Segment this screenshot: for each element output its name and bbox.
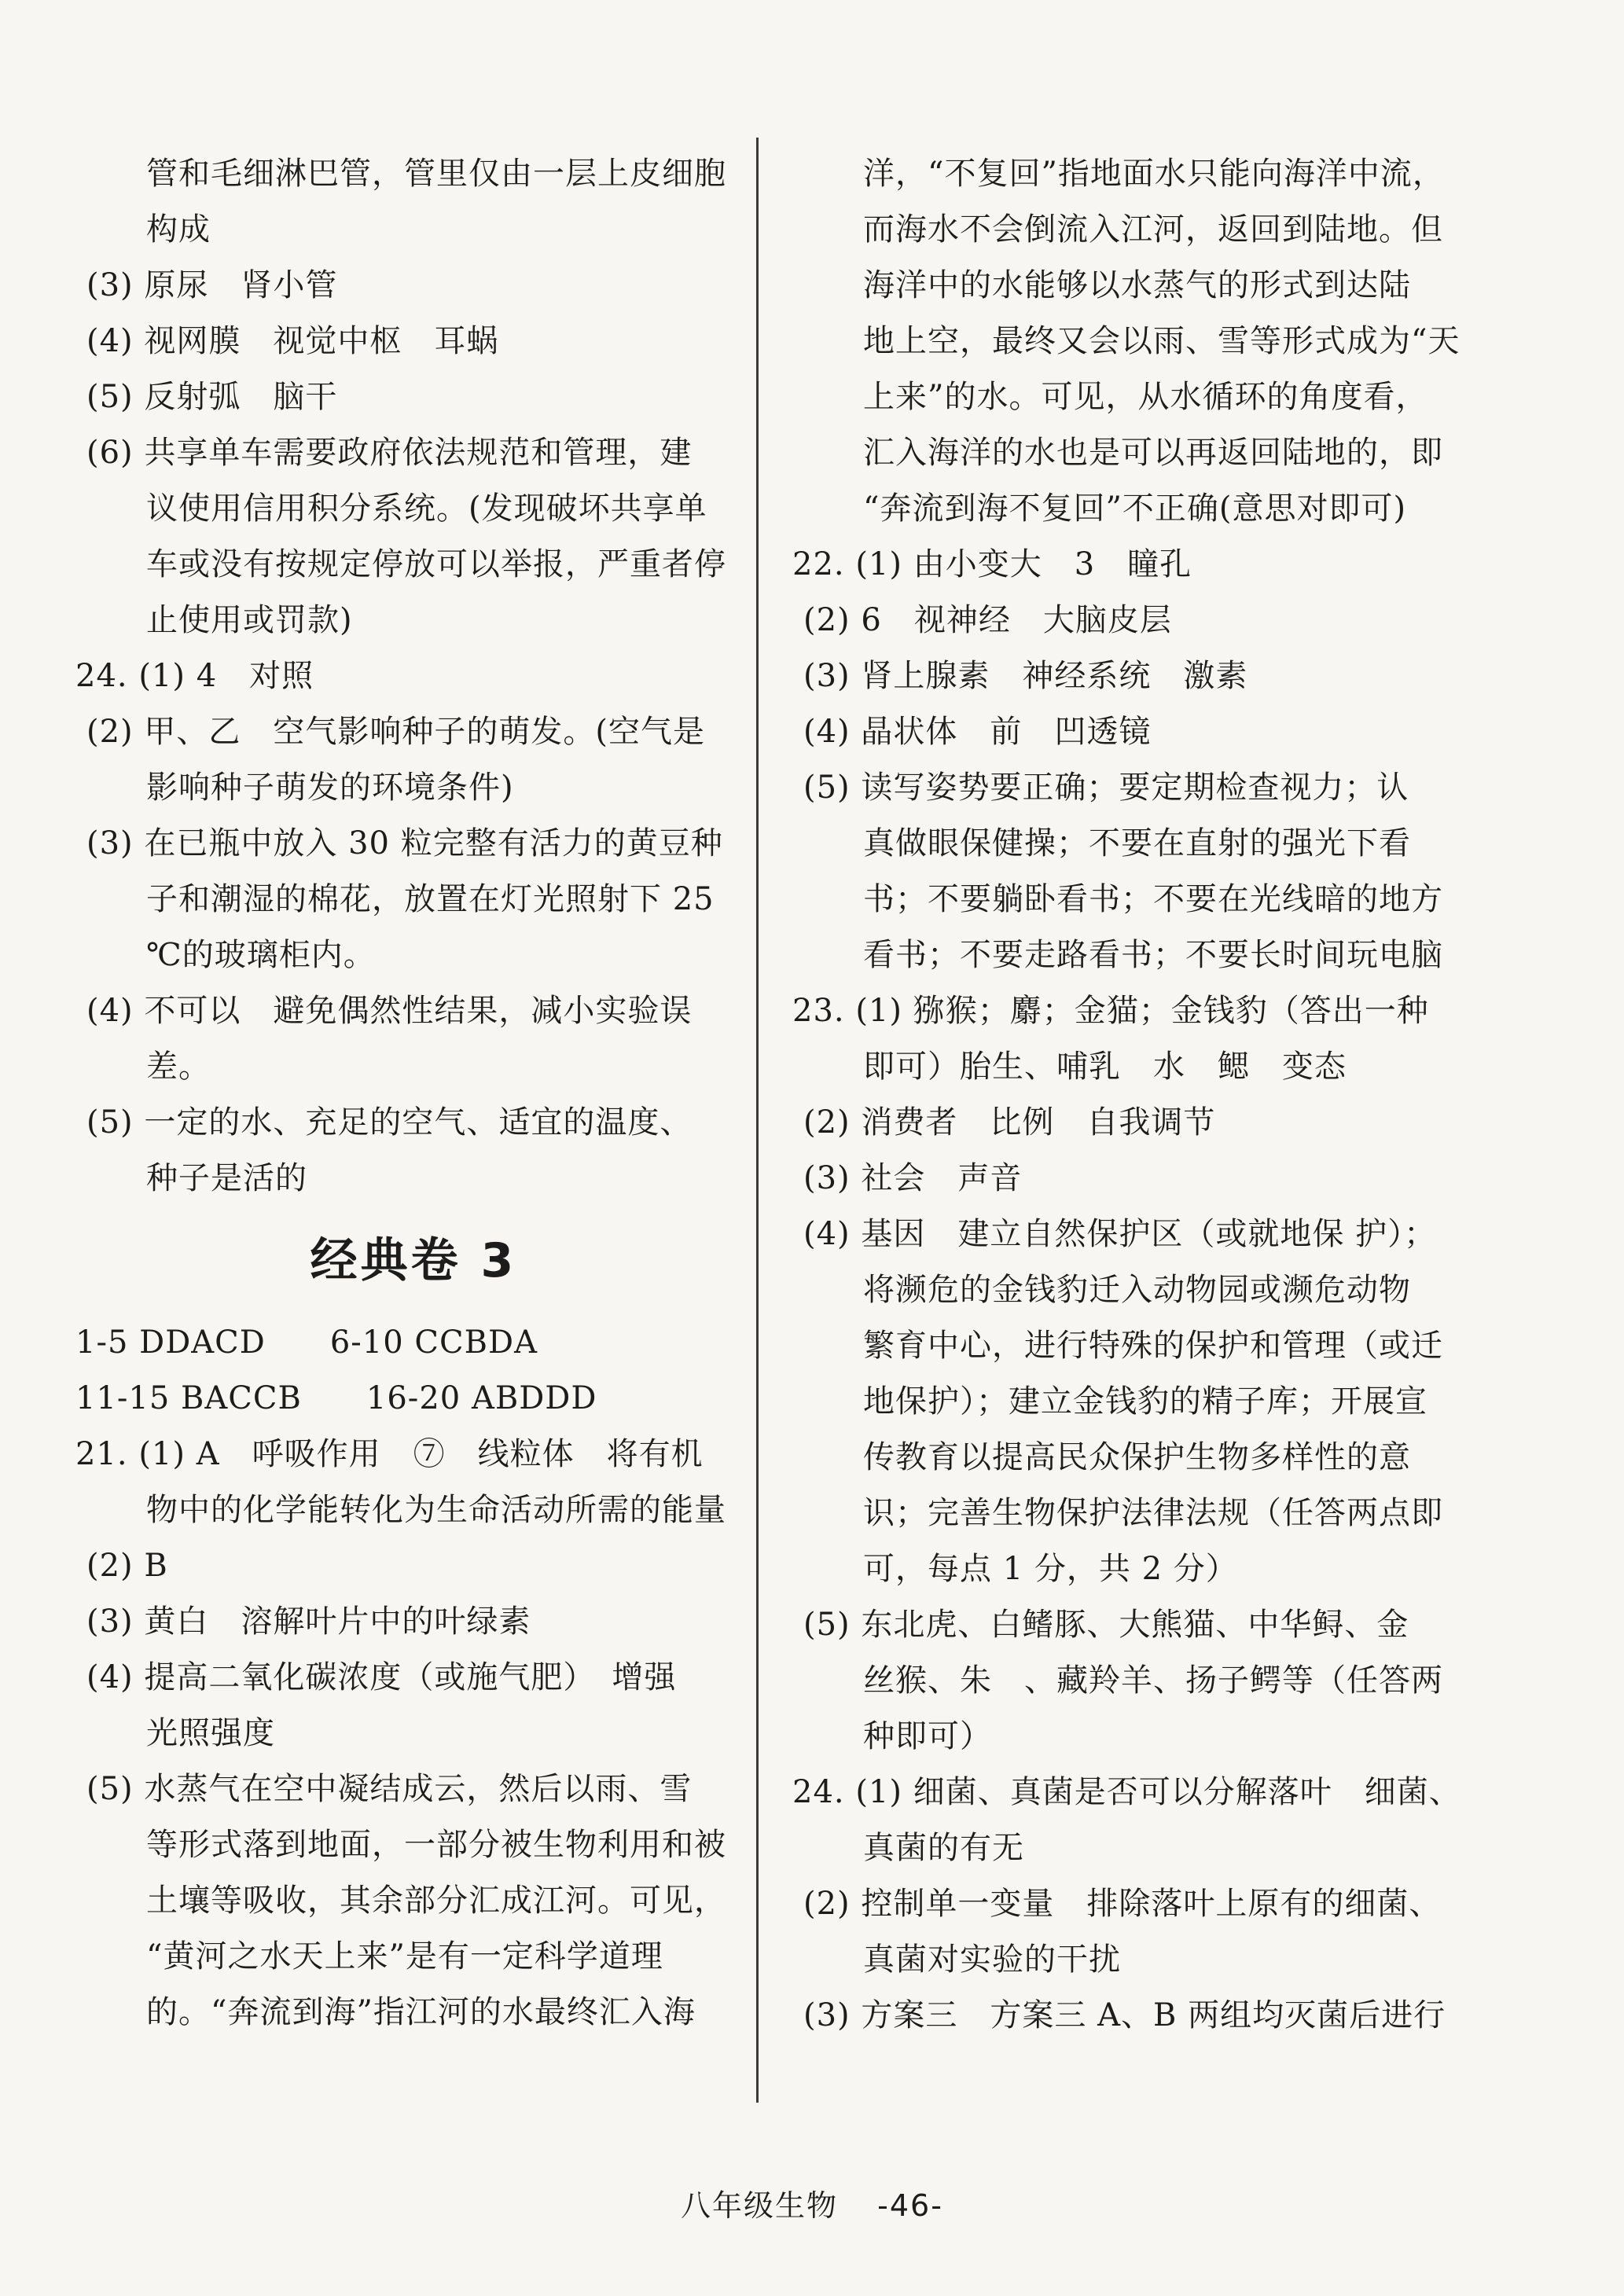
answer-line: 土壤等吸收，其余部分汇成江河。可见， bbox=[146, 1883, 726, 1919]
answer-line: 议使用信用积分系统。(发现破坏共享单 bbox=[146, 490, 707, 527]
answer-line: 繁育中心，进行特殊的保护和管理（或迁 bbox=[863, 1328, 1443, 1364]
answer-line: (4) 晶状体 前 凹透镜 bbox=[803, 714, 1152, 750]
answer-line: 种子是活的 bbox=[146, 1160, 307, 1196]
answer-line: 识；完善生物保护法律法规（任答两点即 bbox=[863, 1495, 1443, 1531]
answer-line: “黄河之水天上来”是有一定科学道理 bbox=[146, 1938, 663, 1975]
answer-line: (5) 水蒸气在空中凝结成云，然后以雨、雪 bbox=[86, 1771, 693, 1807]
answer-line: 将濒危的金钱豹迁入动物园或濒危动物 bbox=[863, 1272, 1411, 1308]
answer-line: 1-5 DDACD 6-10 CCBDA bbox=[75, 1324, 538, 1361]
answer-line: (4) 视网膜 视觉中枢 耳蜗 bbox=[86, 323, 499, 359]
answer-line: (2) 控制单一变量 排除落叶上原有的细菌、 bbox=[803, 1886, 1442, 1922]
answer-line: (3) 肾上腺素 神经系统 激素 bbox=[803, 658, 1248, 694]
answer-line: 书；不要躺卧看书；不要在光线暗的地方 bbox=[863, 881, 1443, 917]
footer-page-number: -46- bbox=[877, 2188, 943, 2223]
answer-line: 23. (1) 猕猴；麝；金猫；金钱豹（答出一种 bbox=[792, 993, 1429, 1029]
footer-subject: 八年级生物 bbox=[681, 2188, 839, 2223]
answer-line: 差。 bbox=[146, 1049, 211, 1085]
answer-line: 止使用或罚款) bbox=[146, 602, 353, 638]
answer-line: 地保护）；建立金钱豹的精子库；开展宣 bbox=[863, 1383, 1427, 1420]
answer-line: (2) 消费者 比例 自我调节 bbox=[803, 1104, 1216, 1141]
answer-line: (6) 共享单车需要政府依法规范和管理，建 bbox=[86, 435, 693, 471]
answer-line: 真做眼保健操；不要在直射的强光下看 bbox=[863, 825, 1411, 861]
column-divider bbox=[756, 138, 759, 2103]
answer-line: (3) 在已瓶中放入 30 粒完整有活力的黄豆种 bbox=[86, 825, 723, 861]
answer-line: 地上空，最终又会以雨、雪等形式成为“天 bbox=[863, 323, 1460, 359]
answer-line: 真菌的有无 bbox=[863, 1830, 1024, 1866]
answer-line: 洋，“不复回”指地面水只能向海洋中流， bbox=[863, 156, 1445, 192]
answer-line: (2) B bbox=[86, 1548, 168, 1584]
answer-line: 汇入海洋的水也是可以再返回陆地的，即 bbox=[863, 435, 1443, 471]
answer-line: 种即可） bbox=[863, 1718, 992, 1754]
answer-line: (2) 甲、乙 空气影响种子的萌发。(空气是 bbox=[86, 714, 705, 750]
answer-line: 物中的化学能转化为生命活动所需的能量 bbox=[146, 1492, 726, 1528]
answer-line: 而海水不会倒流入江河，返回到陆地。但 bbox=[863, 211, 1443, 248]
answer-line: (3) 黄白 溶解叶片中的叶绿素 bbox=[86, 1604, 531, 1640]
answer-line: 传教育以提高民众保护生物多样性的意 bbox=[863, 1439, 1411, 1475]
answer-line: (3) 社会 声音 bbox=[803, 1160, 1023, 1196]
answer-line: 11-15 BACCB 16-20 ABDDD bbox=[75, 1380, 597, 1416]
answer-line: (5) 东北虎、白鳍豚、大熊猫、中华鲟、金 bbox=[803, 1607, 1409, 1643]
answer-line: (2) 6 视神经 大脑皮层 bbox=[803, 602, 1172, 638]
answer-line: (5) 反射弧 脑干 bbox=[86, 379, 338, 415]
answer-line: 真菌对实验的干扰 bbox=[863, 1941, 1121, 1978]
answer-line: 光照强度 bbox=[146, 1715, 275, 1751]
answer-line: 影响种子萌发的环境条件) bbox=[146, 770, 514, 806]
answer-line: 上来”的水。可见，从水循环的角度看， bbox=[863, 379, 1428, 415]
answer-line: 管和毛细淋巴管，管里仅由一层上皮细胞 bbox=[146, 156, 726, 192]
right-answers bbox=[792, 146, 1476, 2044]
answer-line: 的。“奔流到海”指江河的水最终汇入海 bbox=[146, 1994, 696, 2030]
answer-line: 丝猴、朱 、藏羚羊、扬子鳄等（任答两 bbox=[863, 1662, 1443, 1699]
answer-line: (5) 一定的水、充足的空气、适宜的温度、 bbox=[86, 1104, 693, 1141]
answer-line: 海洋中的水能够以水蒸气的形式到达陆 bbox=[863, 267, 1411, 303]
answer-line: (3) 方案三 方案三 A、B 两组均灭菌后进行 bbox=[803, 1997, 1446, 2033]
left-answers-bottom bbox=[75, 1315, 751, 2041]
answer-line: 看书；不要走路看书；不要长时间玩电脑 bbox=[863, 937, 1443, 973]
answer-line: 车或没有按规定停放可以举报，严重者停 bbox=[146, 546, 726, 582]
answer-line: 即可）胎生、哺乳 水 鳃 变态 bbox=[863, 1049, 1347, 1085]
answer-line: 等形式落到地面，一部分被生物利用和被 bbox=[146, 1827, 726, 1863]
answer-line: (4) 基因 建立自然保护区（或就地保 护）； bbox=[803, 1216, 1437, 1252]
answer-line: (3) 原尿 肾小管 bbox=[86, 267, 338, 303]
answer-line: (5) 读写姿势要正确；要定期检查视力；认 bbox=[803, 770, 1409, 806]
page-footer bbox=[0, 2181, 1624, 2224]
answer-line: 21. (1) A 呼吸作用 ⑦ 线粒体 将有机 bbox=[75, 1436, 704, 1472]
left-column bbox=[75, 146, 751, 2041]
left-answers-top bbox=[75, 146, 751, 1207]
section-title: 经典卷 3 bbox=[310, 1233, 517, 1288]
answer-line: 可，每点 1 分，共 2 分） bbox=[863, 1551, 1238, 1587]
answer-line: 24. (1) 细菌、真菌是否可以分解落叶 细菌、 bbox=[792, 1774, 1461, 1810]
answer-line: 22. (1) 由小变大 3 瞳孔 bbox=[792, 546, 1192, 582]
answer-line: 24. (1) 4 对照 bbox=[75, 658, 314, 694]
answer-line: 子和潮湿的棉花，放置在灯光照射下 25 bbox=[146, 881, 715, 917]
answer-line: ℃的玻璃柜内。 bbox=[146, 937, 376, 973]
answer-line: (4) 提高二氧化碳浓度（或施气肥） 增强 bbox=[86, 1659, 677, 1695]
right-column bbox=[792, 146, 1476, 2044]
answer-line: 构成 bbox=[146, 211, 211, 248]
answer-line: “奔流到海不复回”不正确(意思对即可) bbox=[863, 490, 1407, 527]
answer-line: (4) 不可以 避免偶然性结果，减小实验误 bbox=[86, 993, 693, 1029]
